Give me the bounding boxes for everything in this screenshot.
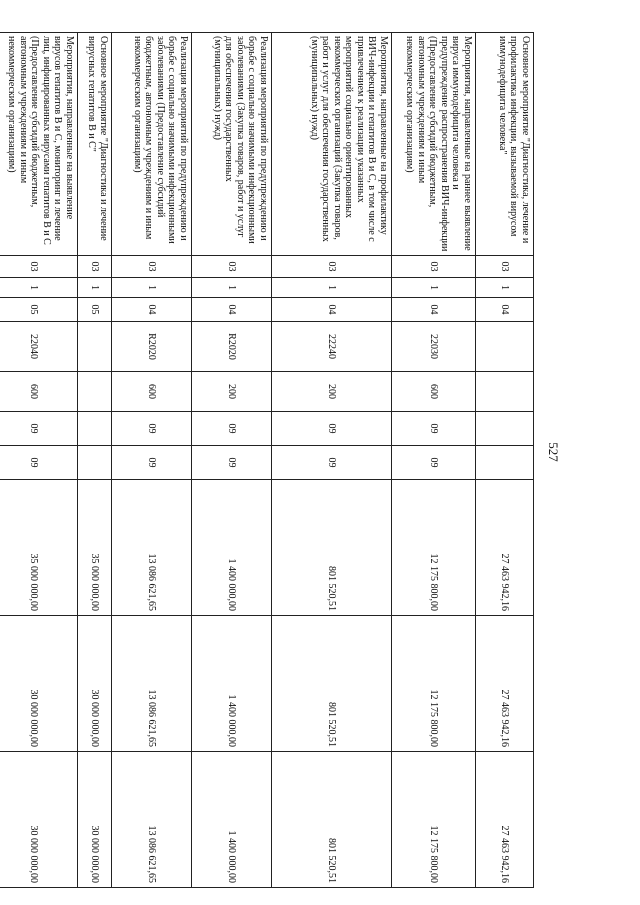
budget-table [0, 32, 534, 888]
amount-year3-cell: 1 400 000,00 [192, 752, 272, 888]
table-body [0, 33, 534, 888]
amount-year2-cell: 30 000 000,00 [0, 616, 78, 752]
program-code-cell: 03 [112, 256, 192, 278]
amount-year3-cell: 12 175 800,00 [392, 752, 476, 888]
table-row [272, 33, 392, 888]
subprogram-code-cell: 1 [392, 278, 476, 298]
subsection-code-cell: 09 [112, 446, 192, 480]
subprogram-code-cell: 1 [0, 278, 78, 298]
expense-type-cell [476, 372, 534, 412]
table-row [392, 33, 476, 888]
table-row [112, 33, 192, 888]
table-row [192, 33, 272, 888]
section-code-cell: 09 [392, 412, 476, 446]
expense-type-cell: 200 [272, 372, 392, 412]
direction-code-cell: R2020 [192, 322, 272, 372]
program-code-cell: 03 [0, 256, 78, 278]
row-name-cell: Мероприятия, направленные на раннее выявление вируса иммунодефицита человека и предупреждение распространения ВИЧ-инфекции (Предоставление субсидий бюджетным, автономным учреждениям и иным некоммерческим организациям) [392, 33, 476, 256]
measure-code-cell: 05 [0, 298, 78, 322]
row-name-cell: Мероприятия, направленные на выявление вирусов гепатитов В и С, мониторинг и лечение лиц, инфицированных вирусами гепатитов В и С (Предоставление субсидий бюджетным, автономным учреждениям и иным некоммерческим организациям) [0, 33, 78, 256]
direction-code-cell [78, 322, 112, 372]
amount-year3-cell: 13 086 621,65 [112, 752, 192, 888]
program-code-cell: 03 [392, 256, 476, 278]
direction-code-cell: R2020 [112, 322, 192, 372]
subprogram-code-cell: 1 [192, 278, 272, 298]
section-code-cell [78, 412, 112, 446]
expense-type-cell [78, 372, 112, 412]
section-code-cell: 09 [192, 412, 272, 446]
subprogram-code-cell: 1 [78, 278, 112, 298]
measure-code-cell: 04 [392, 298, 476, 322]
amount-year1-cell: 27 463 942,16 [476, 480, 534, 616]
subsection-code-cell [78, 446, 112, 480]
budget-table-container [6, 32, 534, 887]
measure-code-cell: 04 [192, 298, 272, 322]
page-number: 527 [546, 442, 561, 462]
table-row [0, 33, 78, 888]
amount-year3-cell: 30 000 000,00 [78, 752, 112, 888]
amount-year1-cell: 13 086 621,65 [112, 480, 192, 616]
subsection-code-cell: 09 [272, 446, 392, 480]
subprogram-code-cell: 1 [476, 278, 534, 298]
expense-type-cell: 600 [112, 372, 192, 412]
amount-year1-cell: 35 000 000,00 [78, 480, 112, 616]
amount-year1-cell: 1 400 000,00 [192, 480, 272, 616]
direction-code-cell [476, 322, 534, 372]
program-code-cell: 03 [476, 256, 534, 278]
row-name-cell: Мероприятия, направленные на профилактику ВИЧ-инфекции и гепатитов В и С, в том числе с привлечением к реализации указанных мероприятий социально ориентированных некоммерческих организаций (Закупка товаров, работ и услуг для обеспечения государственных (муниципальных) нужд) [272, 33, 392, 256]
amount-year3-cell: 27 463 942,16 [476, 752, 534, 888]
amount-year2-cell: 1 400 000,00 [192, 616, 272, 752]
amount-year2-cell: 13 086 621,65 [112, 616, 192, 752]
measure-code-cell: 04 [272, 298, 392, 322]
row-name-cell: Реализация мероприятий по предупреждению и борьбе с социально значимыми инфекционными заболеваниями (Предоставление субсидий бюджетным, автономным учреждениям и иным некоммерческим организациям) [112, 33, 192, 256]
amount-year2-cell: 27 463 942,16 [476, 616, 534, 752]
section-code-cell: 09 [272, 412, 392, 446]
subsection-code-cell [476, 446, 534, 480]
row-name-cell: Основное мероприятие "Диагностика, лечение и профилактика инфекции, вызываемой вирусом иммунодефицита человека" [476, 33, 534, 256]
section-code-cell: 09 [0, 412, 78, 446]
row-name-cell: Основное мероприятие "Диагностика и лечение вирусных гепатитов В и С" [78, 33, 112, 256]
direction-code-cell: 22240 [272, 322, 392, 372]
table-row [476, 33, 534, 888]
measure-code-cell: 05 [78, 298, 112, 322]
direction-code-cell: 22030 [392, 322, 476, 372]
subsection-code-cell: 09 [392, 446, 476, 480]
subprogram-code-cell: 1 [112, 278, 192, 298]
measure-code-cell: 04 [476, 298, 534, 322]
amount-year1-cell: 12 175 800,00 [392, 480, 476, 616]
program-code-cell: 03 [272, 256, 392, 278]
subsection-code-cell: 09 [0, 446, 78, 480]
expense-type-cell: 600 [392, 372, 476, 412]
rotated-table-frame [6, 32, 534, 887]
amount-year3-cell: 30 000 000,00 [0, 752, 78, 888]
expense-type-cell: 600 [0, 372, 78, 412]
row-name-cell: Реализация мероприятий по предупреждению и борьбе с социально значимыми инфекционными заболеваниями (Закупка товаров, работ и услуг для обеспечения государственных (муниципальных) нужд) [192, 33, 272, 256]
amount-year2-cell: 801 520,51 [272, 616, 392, 752]
program-code-cell: 03 [78, 256, 112, 278]
table-row [78, 33, 112, 888]
expense-type-cell: 200 [192, 372, 272, 412]
subsection-code-cell: 09 [192, 446, 272, 480]
amount-year1-cell: 35 000 000,00 [0, 480, 78, 616]
section-code-cell [476, 412, 534, 446]
section-code-cell: 09 [112, 412, 192, 446]
subprogram-code-cell: 1 [272, 278, 392, 298]
program-code-cell: 03 [192, 256, 272, 278]
amount-year1-cell: 801 520,51 [272, 480, 392, 616]
amount-year3-cell: 801 520,51 [272, 752, 392, 888]
amount-year2-cell: 30 000 000,00 [78, 616, 112, 752]
measure-code-cell: 04 [112, 298, 192, 322]
direction-code-cell: 22040 [0, 322, 78, 372]
amount-year2-cell: 12 175 800,00 [392, 616, 476, 752]
